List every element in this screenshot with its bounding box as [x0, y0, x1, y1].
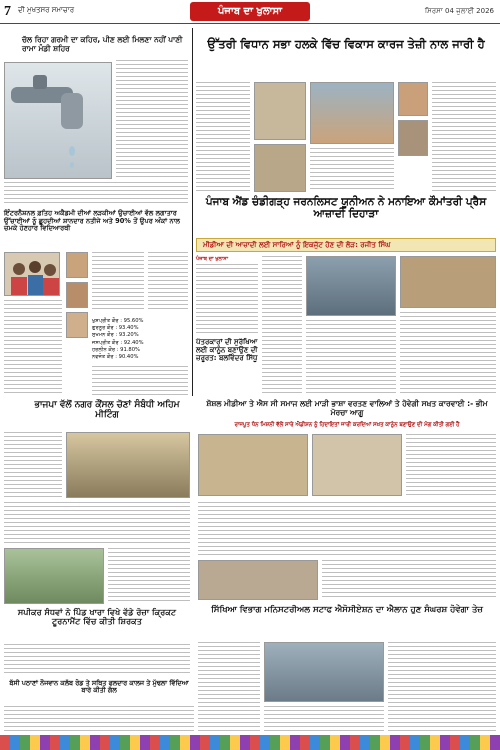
water-tap-photo [4, 62, 112, 179]
protest-body-2 [322, 560, 496, 600]
bjp-headline: ਭਾਜਪਾ ਵੱਲੋਂ ਨਗਰ ਕੌਂਸਲ ਚੋਣਾਂ ਸੰਬੰਧੀ ਅਹਿਮ ਮੀਟਿੰਗ [34, 400, 180, 421]
pathankot-headline: ਬੱਸੀ ਪਠਾਣਾਂ ਨੌਜਵਾਨ ਕਲੱਬ ਰੋਡ ਤੇ ਸਥਿਤ ਫਲਦਾਰ ਕਾਲਜ ਤੇ ਮੁੱਢਲਾ ਵਿੱਦਿਆ ਬਾਰੇ ਕੀਤੀ ਗੱਲ [9, 679, 189, 695]
journalists-body-3 [306, 320, 396, 396]
footer-colour-strip [0, 735, 500, 750]
result-row: ਨਵਜੋਤ ਕੌਰ : 90.40% [92, 354, 139, 361]
cricket-body-2 [4, 644, 190, 676]
result-row: ਹਰਲੀਨ ਕੌਰ : 91.80% [92, 346, 140, 353]
water-body-right [116, 60, 188, 178]
student-portrait-3 [66, 312, 88, 338]
assembly-headline: ਉੱਤਰੀ ਵਿਧਾਨ ਸਭਾ ਹਲਕੇ ਵਿੱਚ ਵਿਕਾਸ ਕਾਰਜ ਤੇਜ਼ੀ ਨਾਲ ਜਾਰੀ ਹੈ [207, 37, 485, 51]
school-body-4 [92, 366, 188, 396]
education-body-3 [388, 642, 496, 732]
cricket-event-photo [4, 548, 104, 604]
ribbon-cutting-photo [310, 82, 394, 144]
bjp-body-2 [4, 502, 190, 546]
bjp-body-1 [4, 432, 62, 498]
school-headline: ਇੰਟਰਨੈਸ਼ਨਲ ਫ਼ਤਿਹ ਅਕੈਡਮੀ ਦੀਆਂ ਲੜਕੀਆਂ ਉਚਾਈਆਂ ਵੱਲ ਲਗਾਤਾਰ ਉੱਚਾਈਆਂ ਨੂੰ ਛੂਹਦੀਆਂ ਸ਼ਾਨਦਾਰ ਨਤੀਜੇ ਅਤੇ 90% ਤੋਂ ਉਪਰ ਅੰਕਾਂ ਨਾਲ ਚਮਕੇ ਹੋਣਹਾਰ ਵਿਦਿਆਰਥੀ [4, 209, 180, 233]
journalists-body-1 [196, 264, 258, 334]
school-body-1 [4, 300, 62, 396]
journalists-body-2 [262, 256, 302, 396]
protest-body-1 [198, 502, 496, 556]
page-header [0, 0, 500, 24]
school-body-3 [148, 252, 188, 312]
protest-photo-1 [198, 434, 308, 496]
inauguration-photo-3 [398, 120, 428, 156]
leader-portrait [398, 82, 428, 116]
result-row: ਜਸਪ੍ਰੀਤ ਕੌਰ : 92.40% [92, 339, 144, 346]
assembly-body-2 [310, 148, 394, 192]
education-meeting-photo [264, 642, 384, 702]
masthead: ਪੰਜਾਬ ਦਾ ਖੁਲਾਸਾ [190, 2, 310, 21]
press-meeting-photo [306, 256, 396, 316]
journalists-headline: ਪੰਜਾਬ ਐਂਡ ਚੰਡੀਗੜ੍ਹ ਜਰਨਲਿਸਟ ਯੂਨੀਅਨ ਨੇ ਮਨਾਇਆ ਕੌਮਾਂਤਰੀ ਪ੍ਰੈਸ ਆਜ਼ਾਦੀ ਦਿਹਾੜਾ [205, 196, 487, 221]
student-portrait-2 [66, 282, 88, 308]
social-media-headline: ਸ਼ੋਸ਼ਲ ਮੀਡੀਆ ਤੇ ਐਸ ਸੀ ਸਮਾਜ ਲਈ ਮਾੜੀ ਭਾਸ਼ਾ ਵਰਤਣ ਵਾਲਿਆਂ ਤੇ ਹੋਵੇਗੀ ਸਖ਼ਤ ਕਾਰਵਾਈ :- ਭੀਮ ਮੋਰਚਾ ਆਗੂ [206, 399, 488, 417]
school-body-2 [92, 252, 144, 312]
journalists-strap: ਮੀਡੀਆ ਦੀ ਆਜ਼ਾਦੀ ਲਈ ਸਾਰਿਆਂ ਨੂੰ ਇਕਜੁੱਟ ਹੋਣ ਦੀ ਲੋੜ: ਰਜੀਤ ਸਿੰਘ [196, 238, 496, 252]
bjp-meeting-photo [66, 432, 190, 498]
journalists-group-photo [400, 256, 496, 308]
result-row: ਸੁਖਮਨ ਕੌਰ : 93.20% [92, 332, 139, 339]
education-body-1 [198, 642, 260, 732]
water-headline: ਚੱਲ ਰਿਹਾ ਗਰਮੀ ਦਾ ਕਹਿਰ, ਪੀਣ ਲਈ ਮਿਲਣਾ ਨਹੀਂ ਪਾਣੀ ਰਾਮਾ ਮੰਡੀ ਸ਼ਹਿਰ [22, 35, 183, 53]
result-row: ਖੁਸ਼ਪ੍ਰੀਤ ਕੌਰ : 95.60% [92, 318, 144, 324]
page-number: 7 [4, 4, 11, 19]
dateline: ਪੰਜਾਬ ਦਾ ਖੁਲਾਸਾ [196, 256, 229, 262]
social-media-body [406, 434, 496, 496]
inauguration-photo-1 [254, 82, 306, 140]
protest-strap: ਰਾਜਪੂਤ ਧੰਨ ਮਿਸ਼ਨੀ ਵੱਲੋਂ ਸਾਰੇ ਐਡੀਸ਼ਨ ਨੂੰ ਹਿਦਾਇਤਾਂ ਜਾਰੀ ਕਰਦਿਆਂ ਸਖ਼ਤ ਕਾਨੂੰਨ ਬਣਾਉਣ ਦੀ ਮੰਗ ਕੀਤੀ ਗਈ ਹੈ [234, 422, 460, 428]
pathankot-body [4, 706, 194, 732]
result-row: ਗੁਰਨੂਰ ਕੌਰ : 93.40% [92, 325, 139, 332]
issue-date: ਸਿਰਸਾ 04 ਜੁਲਾਈ 2026 [424, 7, 494, 15]
school-results-list [92, 318, 188, 361]
education-body-2 [264, 706, 384, 732]
column-divider [192, 28, 193, 396]
student-portrait-1 [66, 252, 88, 278]
paper-name: ਦੀ ਮੁਖਤਸਰ ਸਮਾਚਾਰ [18, 6, 75, 14]
cricket-body-1 [108, 548, 190, 604]
assembly-body-1 [196, 82, 250, 192]
inauguration-photo-2 [254, 144, 306, 192]
staff-meeting-photo [198, 560, 318, 600]
reporters-headline: ਪੱਤਰਕਾਰਾਂ ਦੀ ਸੁਰੱਖਿਆ ਲਈ ਕਾਨੂੰਨ ਬਣਾਉਣ ਦੀ ਜ਼ਰੂਰਤ: ਬਲਵਿੰਦਰ ਸਿੱਧੂ [196, 338, 258, 363]
cricket-headline: ਸਪੀਕਰ ਸੰਧਵਾਂ ਨੇ ਪਿੰਡ ਖਾਰਾ ਵਿਖੇ ਵੱਡੇ ਰੋਜ਼ਾ ਕ੍ਰਿਕਟ ਟੂਰਨਾਮੈਂਟ ਵਿੱਚ ਕੀਤੀ ਸ਼ਿਰਕਤ [17, 607, 177, 627]
students-photo [4, 252, 60, 296]
education-headline: ਸਿੱਖਿਆ ਵਿਭਾਗ ਮਨਿਸਟਰੀਅਲ ਸਟਾਫ ਐਸੋਸੀਏਸ਼ਨ ਦਾ ਐਲਾਨ ਹੁਣ ਸੰਘਰਸ਼ ਹੋਵੇਗਾ ਤੇਜ਼ [211, 605, 483, 615]
protest-photo-2 [312, 434, 402, 496]
assembly-body-3 [432, 82, 496, 192]
water-body-bottom [4, 182, 188, 204]
journalists-body-4 [400, 312, 496, 396]
